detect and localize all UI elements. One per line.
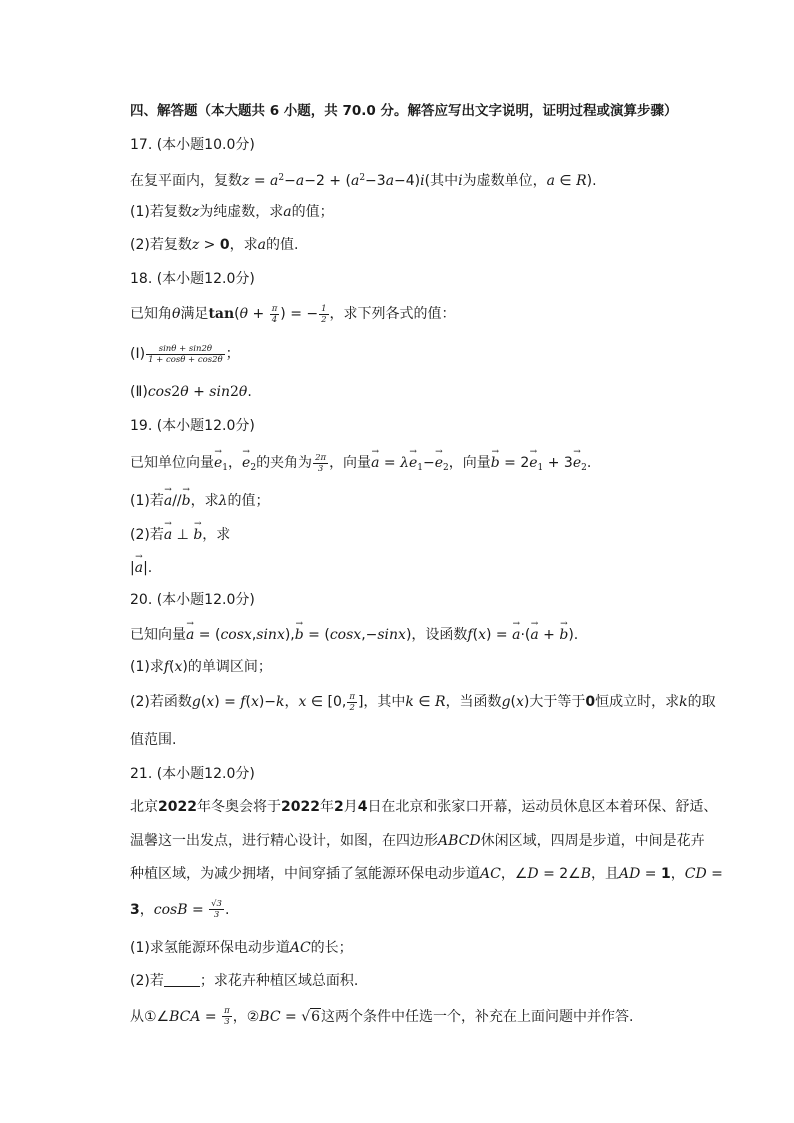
problem-21-line-4: 3，cosB = $\frac{√3}{3}$ . [130,899,230,920]
answer-blank [164,972,200,987]
problem-21-line-3: 种植区域，为减少拥堵，中间穿插了氢能源环保电动步道AC，∠D = 2∠B，且AD = 1，CD = [130,866,723,882]
problem-17-part-2: (2)若复数z > 0，求a的值. [130,237,299,253]
problem-20-part-1: (1)求f(x)的单调区间； [130,658,272,675]
fraction: $\frac{\pi}{3}$ [224,1006,230,1027]
problem-18-statement: 已知角θ满足tan(θ + $\frac{\pi}{4}$ ) = − $\frac{1}{2}$ ，求下列各式的值： [130,303,456,325]
problem-20-statement: 已知向量→ a = (cosx,sinx),→ b = (cosx,−sinx)，设函数f(x) = → a·(→ a + → b). [130,622,700,644]
problem-17-statement: 在复平面内，复数$z = a^2-a-2 + (a^2-3a-4)i$(其中i为虚数单位，a ∈ R). [130,173,597,189]
exam-content [130,100,723,1044]
problem-17-part-1: (1)若复数z为纯虚数，求a的值； [130,203,334,220]
problem-21-line-2: 温馨这一出发点，进行精心设计，如图，在四边形ABCD休闲区域，四周是步道，中间是花卉 [130,832,705,849]
problem-21-line-1: 北京2022年冬奥会将于2022年2月4日在北京和张家口开幕，运动员休息区本着环保、舒适、 [130,799,718,815]
fraction: $\frac{2\pi}{3}$ [315,452,327,474]
problem-21-part-2: (2)若 ；求花卉种植区域总面积. [130,973,359,989]
fraction: $\frac{\pi}{4}$ [271,303,278,325]
problem-19-header: 19. (本小题12.0分) [130,417,255,434]
problem-17-header: 17. (本小题10.0分) [130,136,255,153]
problem-21-header: 21. (本小题12.0分) [130,765,255,782]
problem-18-header: 18. (本小题12.0分) [130,270,255,287]
problem-20-part-2: (2)若函数g(x) = f(x)−k，x ∈ [0, $\frac{\pi}{2}$ ]，其中k ∈ R，当函数g(x)大于等于0恒成立时，求k的取 [130,691,716,713]
fraction: $\frac{\pi}{2}$ [349,691,355,713]
problem-19-part-1: (1)若→ a//→ b，求λ的值； [130,488,700,510]
fraction: $\frac{\sin\theta + \sin 2\theta}{1 + \cos\theta + \cos 2\theta}$ [148,343,223,365]
fraction: $\frac{1}{2}$ [321,303,327,325]
section-header: 四、解答题（本大题共 6 小题，共 70.0 分。解答应写出文字说明，证明过程或演算步骤） [130,103,678,119]
problem-20-header: 20. (本小题12.0分) [130,591,255,608]
problem-20-part-2-cont: 值范围. [130,732,177,748]
problem-19-part-2: (2)若→ a ⊥ → b，求 [130,522,700,544]
problem-19-statement: 已知单位向量→ $e_1$，→ $e_2$的夹角为 $\frac{2\pi}{3}$ ，向量→ $a = \lambda\to e_1-\to e_2$，向量→ $b = 2\to e_1 + 3\to e_2$. [130,448,700,474]
fraction: $\frac{√3}{3}$ [211,899,222,920]
problem-19-part-2-cont: |→ a|. [130,555,700,577]
problem-21-conditions: 从①∠BCA = $\frac{\pi}{3}$ ，②BC = √6这两个条件中任选一个，补充在上面问题中并作答. [130,1006,634,1027]
problem-21-part-1: (1)求氢能源环保电动步道AC的长； [130,939,353,956]
problem-18-part-2: (Ⅱ)cos2θ + sin2θ. [130,384,252,400]
problem-18-part-1: (Ⅰ) $\frac{\sin\theta + \sin 2\theta}{1 + \cos\theta + \cos 2\theta}$ ； [130,343,240,365]
